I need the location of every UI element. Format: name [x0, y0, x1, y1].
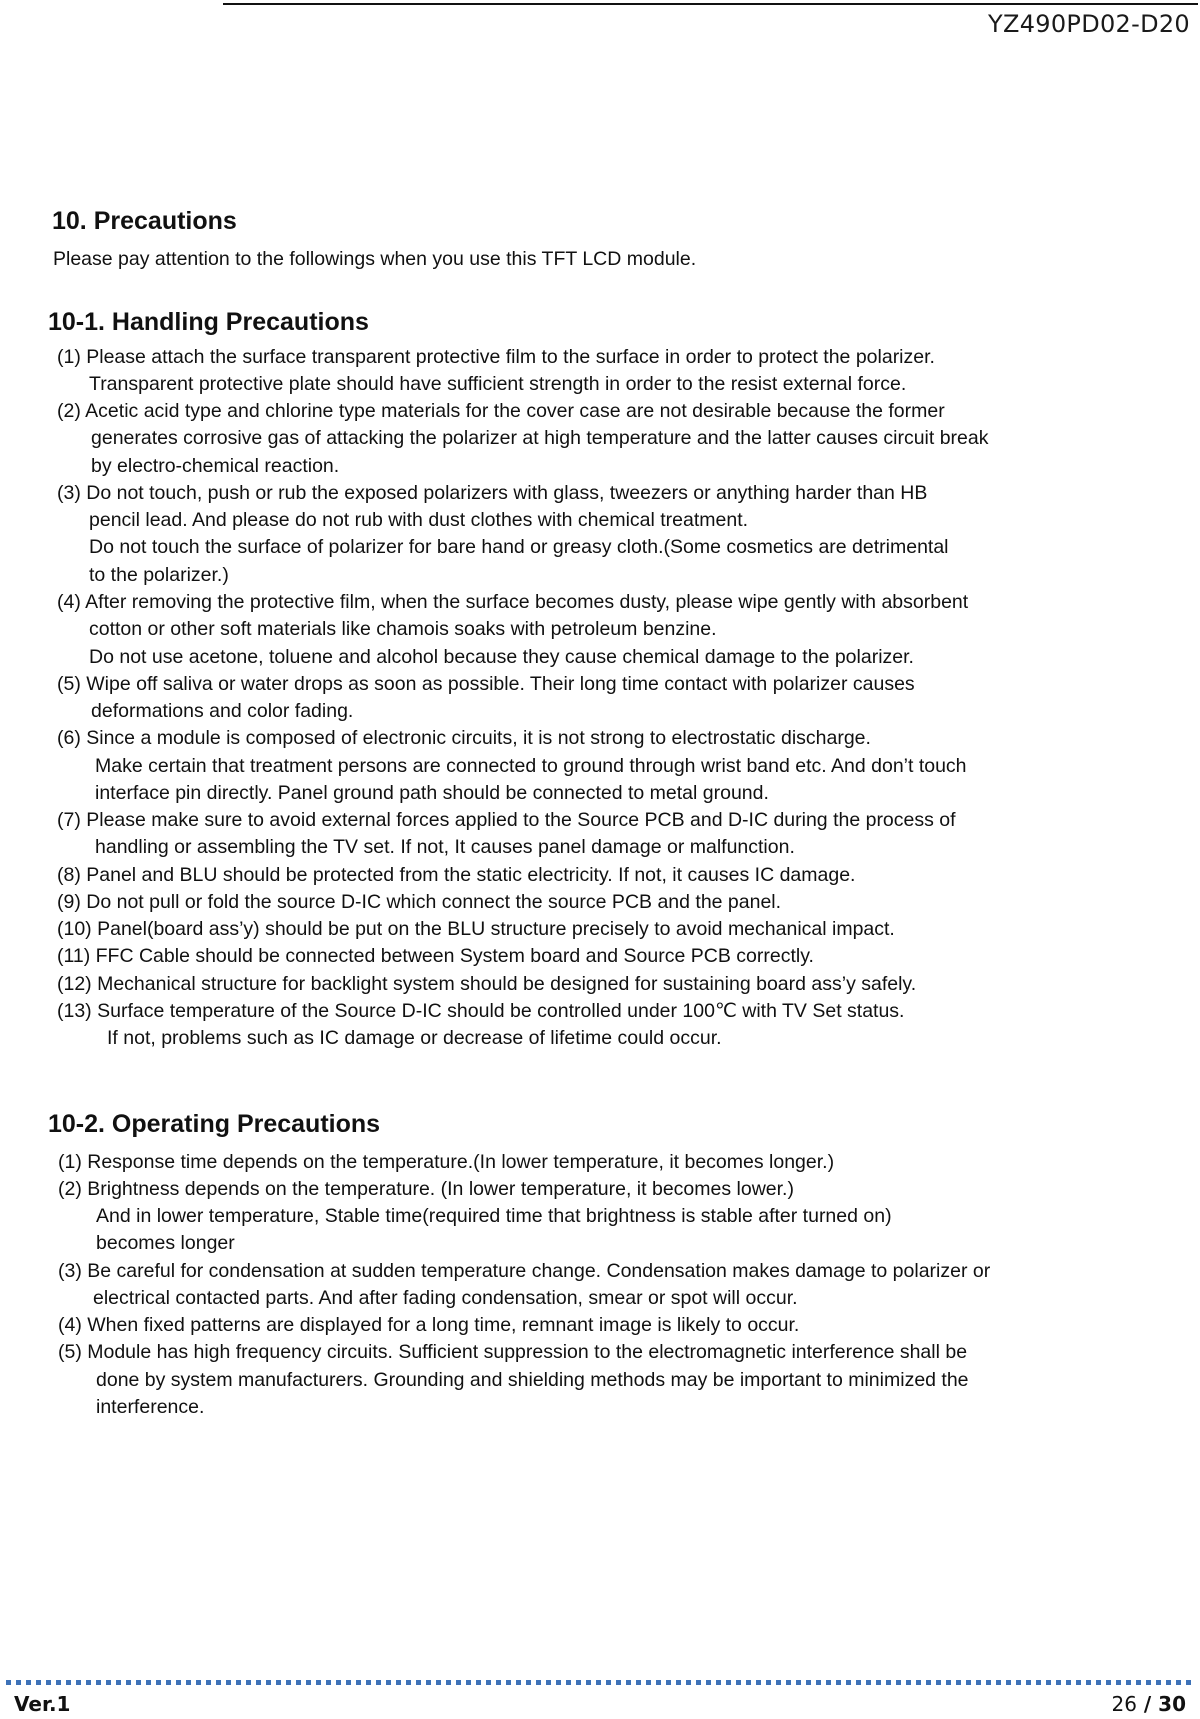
page-separator: /: [1136, 1692, 1159, 1716]
operating-line: (1) Response time depends on the temperature.(In lower temperature, it becomes longer.): [58, 1151, 835, 1173]
handling-line: (1) Please attach the surface transparent protective film to the surface in order to protect the polarizer.: [57, 346, 935, 368]
section-intro: Please pay attention to the followings when you use this TFT LCD module.: [53, 248, 697, 270]
operating-line: (4) When fixed patterns are displayed for a long time, remnant image is likely to occur.: [58, 1314, 800, 1336]
handling-line: (7) Please make sure to avoid external forces applied to the Source PCB and D-IC during the process of: [57, 809, 956, 831]
handling-line: cotton or other soft materials like chamois soaks with petroleum benzine.: [89, 618, 717, 640]
operating-line: (3) Be careful for condensation at sudden temperature change. Condensation makes damage to polarizer or: [58, 1260, 991, 1282]
page-number: [1111, 1692, 1186, 1716]
operating-line: (2) Brightness depends on the temperature. (In lower temperature, it becomes lower.): [58, 1178, 794, 1200]
handling-line: to the polarizer.): [89, 564, 229, 586]
handling-line: (9) Do not pull or fold the source D-IC which connect the source PCB and the panel.: [57, 891, 782, 913]
header-rule: [223, 3, 1198, 5]
handling-line: (13) Surface temperature of the Source D-IC should be controlled under 100℃ with TV Set status.: [57, 1000, 905, 1022]
handling-line: (11) FFC Cable should be connected between System board and Source PCB correctly.: [57, 945, 814, 967]
handling-line: deformations and color fading.: [91, 700, 354, 722]
handling-line: Do not touch the surface of polarizer for bare hand or greasy cloth.(Some cosmetics are detrimental: [89, 536, 949, 558]
operating-line: becomes longer: [96, 1232, 235, 1254]
handling-line: handling or assembling the TV set. If not, It causes panel damage or malfunction.: [95, 836, 795, 858]
handling-line: (5) Wipe off saliva or water drops as soon as possible. Their long time contact with polarizer causes: [57, 673, 915, 695]
section-title: 10. Precautions: [52, 207, 237, 235]
handling-line: (4) After removing the protective film, when the surface becomes dusty, please wipe gently with absorbent: [57, 591, 969, 613]
operating-line: (5) Module has high frequency circuits. Sufficient suppression to the electromagnetic interference shall be: [58, 1341, 968, 1363]
handling-line: (6) Since a module is composed of electronic circuits, it is not strong to electrostatic discharge.: [57, 727, 871, 749]
handling-line: interface pin directly. Panel ground path should be connected to metal ground.: [95, 782, 769, 804]
handling-line: Do not use acetone, toluene and alcohol because they cause chemical damage to the polarizer.: [89, 646, 914, 668]
page-total: 30: [1158, 1692, 1186, 1716]
handling-line: Transparent protective plate should have sufficient strength in order to the resist external force.: [89, 373, 907, 395]
handling-line: (8) Panel and BLU should be protected from the static electricity. If not, it causes IC damage.: [57, 864, 856, 886]
handling-precautions-title: 10-1. Handling Precautions: [48, 308, 369, 336]
page-current: 26: [1111, 1692, 1137, 1716]
handling-line: If not, problems such as IC damage or decrease of lifetime could occur.: [107, 1027, 722, 1049]
handling-line: (12) Mechanical structure for backlight system should be designed for sustaining board ass’y safely.: [57, 973, 917, 995]
handling-line: Make certain that treatment persons are connected to ground through wrist band etc. And don’t touch: [95, 755, 967, 777]
document-id: YZ490PD02-D20: [988, 10, 1190, 38]
footer-dotted-rule: [6, 1680, 1194, 1685]
operating-line: electrical contacted parts. And after fading condensation, smear or spot will occur.: [93, 1287, 798, 1309]
handling-line: by electro-chemical reaction.: [91, 455, 340, 477]
footer-version: Ver.1: [14, 1692, 71, 1716]
handling-line: (3) Do not touch, push or rub the exposed polarizers with glass, tweezers or anything harder than HB: [57, 482, 928, 504]
handling-line: generates corrosive gas of attacking the polarizer at high temperature and the latter causes circuit break: [91, 427, 989, 449]
operating-line: And in lower temperature, Stable time(required time that brightness is stable after turned on): [96, 1205, 892, 1227]
operating-precautions-title: 10-2. Operating Precautions: [48, 1110, 381, 1138]
handling-line: (10) Panel(board ass’y) should be put on the BLU structure precisely to avoid mechanical impact.: [57, 918, 895, 940]
handling-line: pencil lead. And please do not rub with dust clothes with chemical treatment.: [89, 509, 749, 531]
handling-line: (2) Acetic acid type and chlorine type materials for the cover case are not desirable because the former: [57, 400, 945, 422]
operating-line: done by system manufacturers. Grounding and shielding methods may be important to minimized the: [96, 1369, 969, 1391]
operating-line: interference.: [96, 1396, 205, 1418]
